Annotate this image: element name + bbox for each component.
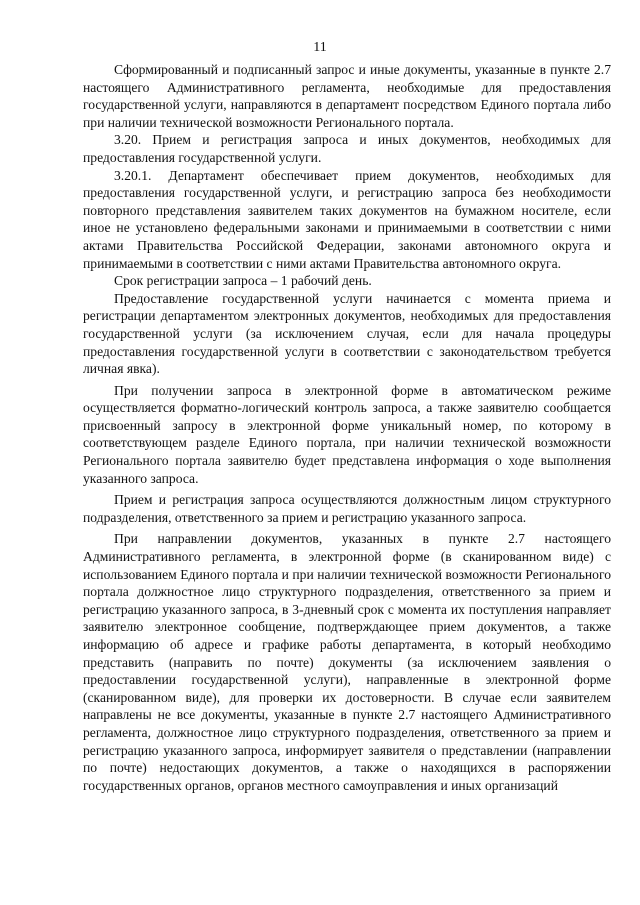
paragraph-3-20-1: 3.20.1. Департамент обеспечивает прием документов, необходимых для предоставления государственной услуги, и регистрацию запроса без необходимости повторного представления заявителем таких документов на бумажном носителе, если иное не установлено федеральными законами и принимаемыми в соответствии с ними актами Правительства Российской Федерации, законами автономного округа и принимаемыми в соответствии с ними актами Правительства автономного округа. xyxy=(83,167,611,271)
paragraph-submission: Сформированный и подписанный запрос и иные документы, указанные в пункте 2.7 настоящего Административного регламента, необходимые для предоставления государственной услуги, направляются в департамент посредством Единого портала либо при наличии технической возможности Регионального портала. xyxy=(83,62,611,130)
paragraph-electronic-documents: При направлении документов, указанных в пункте 2.7 настоящего Административного регламента, в электронной форме (в сканированном виде) с использованием Единого портала и при наличии технической возможности Регионального портала должностное лицо структурного подразделения, ответственного за прием и регистрацию указанного запроса, в 3-дневный срок с момента их поступления направляет заявителю электронное сообщение, подтверждающее прием документов, а также информацию об адресе и графике работы департамента, в который необходимо представить (направить по почте) документы (за исключением заявления о предоставлении государственной услуги), направленные в электронной форме (сканированном виде), для проверки их достоверности. В случае если заявителем направлены не все документы, указанные в пункте 2.7 настоящего Административного регламента, должностное лицо структурного подразделения, ответственного за прием и регистрацию указанного запроса, информирует заявителя о представлении (направлении по почте) недостающих документов, а также о находящихся в распоряжении государственных органов, органов местного самоуправления и иных организаций xyxy=(83,531,611,793)
page-number: 11 xyxy=(313,40,327,55)
document-body xyxy=(83,61,611,794)
paragraph-responsible-official: Прием и регистрация запроса осуществляются должностным лицом структурного подразделения, ответственного за прием и регистрацию указанного запроса. xyxy=(83,492,611,525)
paragraph-format-control: При получении запроса в электронной форме в автоматическом режиме осуществляется форматно-логический контроль запроса, а также заявителю сообщается присвоенный запросу в электронной форме уникальный номер, по которому в соответствующем разделе Единого портала, при наличии технической возможности Регионального портала заявителю будет представлена информация о ходе выполнения указанного запроса. xyxy=(83,382,611,486)
paragraph-service-start: Предоставление государственной услуги начинается с момента приема и регистрации департаментом электронных документов, необходимых для предоставления государственной услуги (за исключением случая, если для начала процедуры предоставления государственной услуги в соответствии с законодательством требуется личная явка). xyxy=(83,290,611,377)
paragraph-registration-term: Срок регистрации запроса – 1 рабочий день. xyxy=(114,273,372,289)
section-heading-3-20: 3.20. Прием и регистрация запроса и иных документов, необходимых для предоставления государственной услуги. xyxy=(83,132,611,165)
